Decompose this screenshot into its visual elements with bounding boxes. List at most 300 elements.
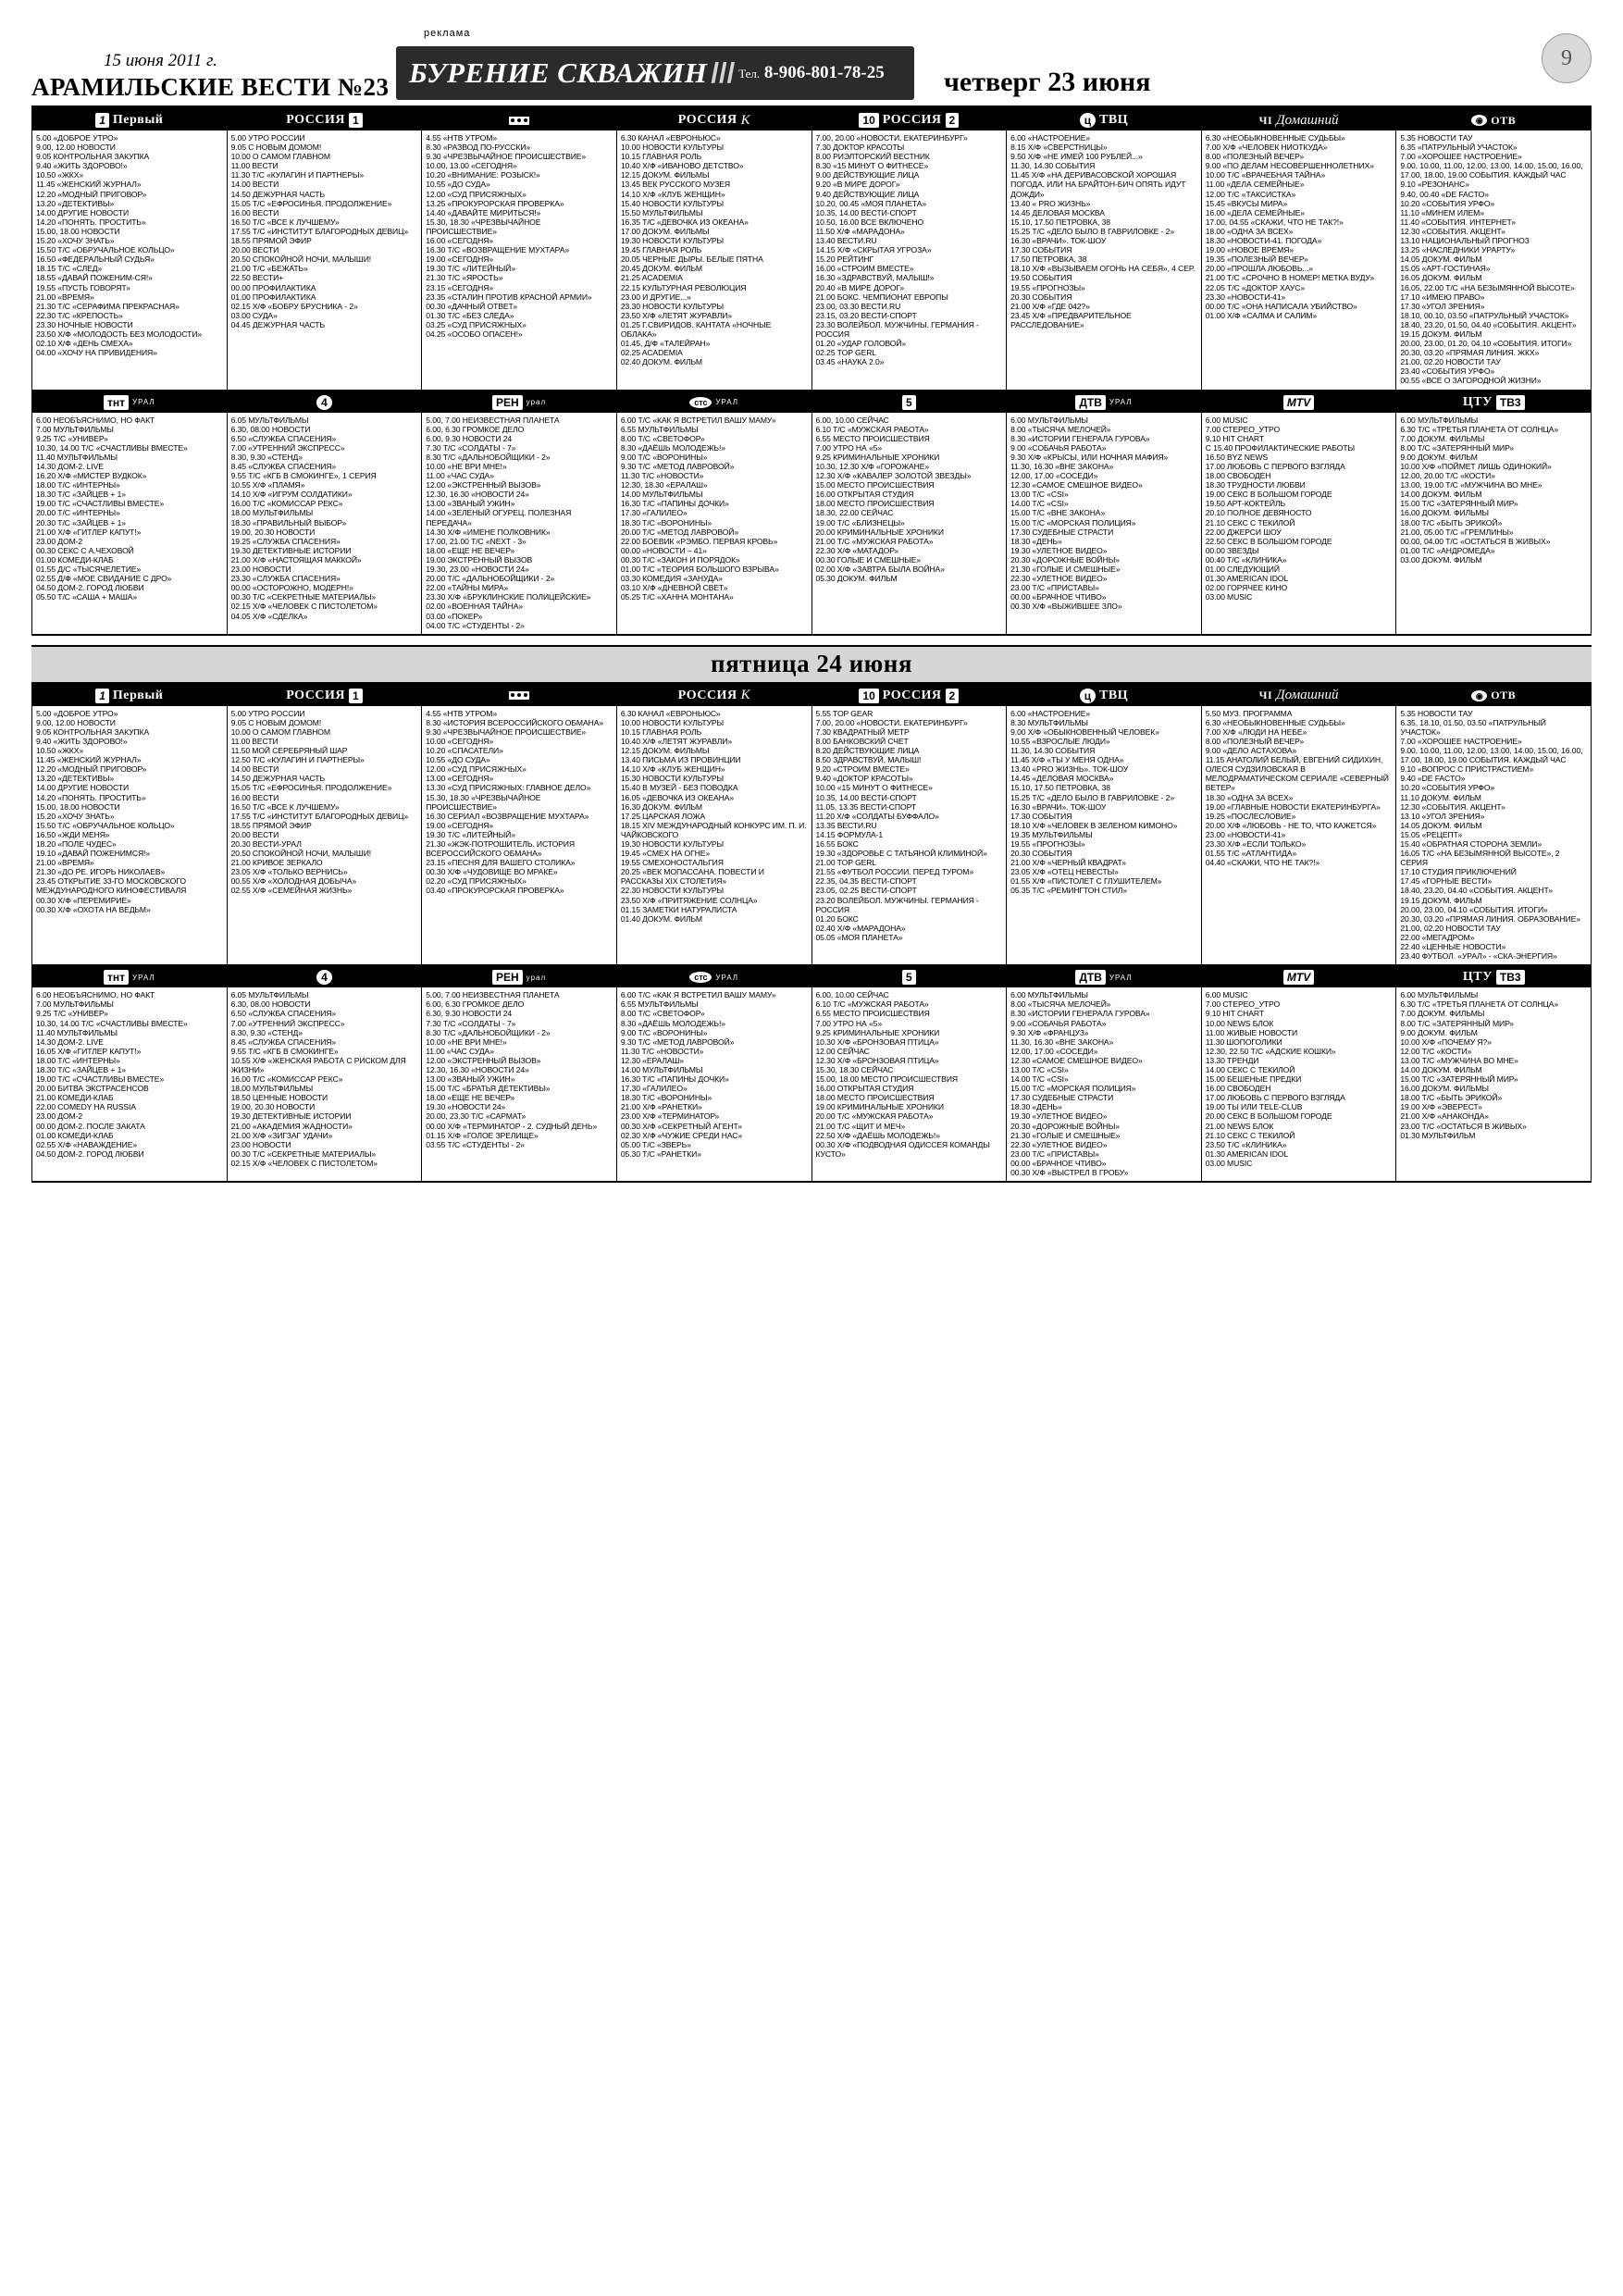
program-entry: 04.05 Х/Ф «СДЕЛКА» — [230, 611, 308, 621]
program-entry: 13.20 «ДЕТЕКТИВЫ» — [36, 198, 115, 208]
program-entry: 00.30 Т/С «СЕКРЕТНЫЕ МАТЕРИАЛЫ» — [230, 592, 377, 602]
program-entry: 21.00, 02.20 НОВОСТИ ТАУ — [1400, 923, 1501, 933]
program-entry: 13.25 «НАСЛЕДНИКИ УРАРТУ» — [1400, 245, 1516, 255]
program-entry: 6.30, 08.00 НОВОСТИ — [230, 999, 311, 1010]
program-entry: 10.55 «ДО СУДА» — [426, 755, 490, 765]
channel-header — [228, 392, 422, 413]
program-entry: 9.30 Х/Ф «ФРАНЦУЗ» — [1010, 1027, 1089, 1037]
program-entry: 5.00 «ДОБРОЕ УТРО» — [36, 708, 118, 718]
program-entry: 9.00 Х/Ф «ОБЫКНОВЕННЫЙ ЧЕЛОВЕК» — [1010, 726, 1159, 737]
program-entry: 10.00 Х/Ф «ПОЧЕМУ Я?» — [1400, 1036, 1492, 1047]
program-entry: 11.00 ВЕСТИ — [230, 161, 279, 171]
channel-logo — [1080, 113, 1128, 128]
program-entry: 21.00 КРИВОЕ ЗЕРКАЛО — [230, 858, 323, 868]
program-entry: 19.55 «ПРОГНОЗЫ» — [1010, 839, 1085, 849]
program-entry: 15.50 Т/С «ОБРУЧАЛЬНОЕ КОЛЬЦО» — [36, 245, 175, 255]
program-entry: 00.55 Х/Ф «ХОЛОДНАЯ ДОБЫЧА» — [230, 876, 357, 887]
channel-logo-name: ЧІ — [1258, 113, 1273, 127]
sts-logo-icon: стс — [689, 972, 712, 983]
program-entry: 04.50 ДОМ-2. ГОРОД ЛЮБВИ — [36, 1148, 144, 1159]
program-entry: 9.10 «РЕЗОНАНС» — [1400, 180, 1469, 190]
program-entry: 02.55 Х/Ф «НАВАЖДЕНИЕ» — [36, 1139, 138, 1149]
program-entry: 11.15 АНАТОЛИЙ БЕЛЫЙ, ЕВГЕНИЙ СИДИХИН, ОЛЕСЯ СУДЗИЛОВСКАЯ В МЕЛОДРАМАТИЧЕСКОМ СЕРИАЛЕ «СЕВЕРНЫЙ ВЕТЕР» — [1205, 755, 1389, 793]
program-entry: 15.25 Т/С «ДЕЛО БЫЛО В ГАВРИЛОВКЕ - 2» — [1010, 792, 1175, 802]
program-listing — [1010, 709, 1197, 896]
program-entry: 12.00 «СУД ПРИСЯЖНЫХ» — [426, 189, 527, 199]
channel-logo-mark: РЕН — [492, 970, 523, 985]
program-entry: 18.50 ЦЕННЫЕ НОВОСТИ — [230, 1093, 328, 1103]
program-entry: 18.10 Х/Ф «ЧЕЛОВЕК В ЗЕЛЕНОМ КИМОНО» — [1010, 820, 1178, 830]
program-entry: 10.50 «ЖКХ» — [36, 170, 84, 180]
program-listing — [816, 990, 1003, 1159]
program-entry: 17.30 СОБЫТИЯ — [1010, 245, 1072, 255]
program-listing — [1010, 416, 1197, 612]
program-entry: 16.50 Т/С «ВСЕ К ЛУЧШЕМУ» — [230, 217, 340, 227]
program-entry: 19.30 Т/С «ЛИТЕЙНЫЙ» — [426, 264, 515, 274]
program-entry: 16.30 «ЗДРАВСТВУЙ, МАЛЫШ!» — [815, 273, 935, 283]
program-entry: 18.40, 23.20, 04.40 «СОБЫТИЯ. АКЦЕНТ» — [1400, 886, 1553, 896]
program-entry: 17.00 ДОКУМ. ФИЛЬМЫ — [620, 226, 710, 236]
program-listing — [426, 990, 613, 1149]
program-entry: 15.00 Т/С «БРАТЬЯ ДЕТЕКТИВЫ» — [426, 1084, 551, 1094]
program-entry: 22.30 НОВОСТИ КУЛЬТУРЫ — [620, 886, 725, 896]
program-entry: 01.00 КОМЕДИ-КЛАБ — [36, 554, 114, 565]
program-entry: 21.00 БОКС. ЧЕМПИОНАТ ЕВРОПЫ — [815, 292, 948, 302]
program-entry: 15.30, 18.30 «ЧРЕЗВЫЧАЙНОЕ ПРОИСШЕСТВИЕ» — [426, 792, 541, 812]
channel-column-рен-урал — [422, 967, 617, 1183]
program-listing — [1206, 709, 1393, 868]
program-entry: 14.00 ДРУГИЕ НОВОСТИ — [36, 207, 130, 217]
program-entry: 19.35 «ПОЛЕЗНЫЙ ВЕЧЕР» — [1205, 254, 1308, 265]
program-entry: 23.00 И ДРУГИЕ...» — [620, 292, 691, 302]
program-entry: 20.10 ПОЛНОЕ ДЕВЯНОСТО — [1205, 508, 1312, 518]
program-entry: 02.15 Х/Ф «ЧЕЛОВЕК С ПИСТОЛЕТОМ» — [230, 1158, 378, 1168]
channel-column-россия-2 — [812, 110, 1008, 391]
channel-logo-sub: УРАЛ — [131, 398, 155, 407]
program-entry: 10.00 О САМОМ ГЛАВНОМ — [230, 152, 330, 162]
channel-logo-name: РОССИЯ — [677, 688, 737, 702]
program-entry: 17.30 СУДЕБНЫЕ СТРАСТИ — [1010, 1093, 1114, 1103]
program-entry: 03.00 MUSIC — [1205, 592, 1253, 602]
program-entry: 12.15 ДОКУМ. ФИЛЬМЫ — [620, 746, 710, 756]
program-entry: 13.00 Т/С «CSI» — [1010, 490, 1069, 500]
program-entry: 10.20 «ВНИМАНИЕ: РОЗЫСК!» — [426, 170, 540, 180]
program-entry: 12.30 «ЕРАЛАШ» — [620, 1055, 684, 1065]
program-entry: 20.40 «В МИРЕ ДОРОГ» — [815, 282, 905, 292]
thursday-schedule-row-1 — [31, 108, 1592, 391]
program-entry: 16.00 «СЕГОДНЯ» — [426, 236, 494, 246]
program-entry: 15.05 Т/С «ЕФРОСИНЬЯ. ПРОДОЛЖЕНИЕ» — [230, 198, 392, 208]
program-entry: 12.30 «СОБЫТИЯ. АКЦЕНТ» — [1400, 801, 1505, 812]
advertisement-banner[interactable] — [396, 28, 914, 100]
program-entry: 9.05 КОНТРОЛЬНАЯ ЗАКУПКА — [36, 726, 150, 737]
channel-logo-mark: ДТВ — [1075, 395, 1106, 410]
program-entry: 9.05 С НОВЫМ ДОМОМ! — [230, 717, 322, 727]
program-entry: 21.00 Х/Ф «НАСТОЯЩАЯ МАККОЙ» — [230, 554, 362, 565]
program-entry: 15.05 «РЕЦЕПТ» — [1400, 829, 1463, 839]
program-entry: 02.55 Д/Ф «МОЕ СВИДАНИЕ С ДРО» — [36, 574, 172, 584]
issue-date: 15 июня 2011 г. — [104, 51, 217, 70]
program-entry: 18.10, 00.10, 03.50 «ПАТРУЛЬНЫЙ УЧАСТОК» — [1400, 310, 1569, 320]
program-entry: 6.50 «СЛУЖБА СПАСЕНИЯ» — [230, 1009, 337, 1019]
program-entry: 9.40, 00.40 «DE FACTO» — [1400, 189, 1489, 199]
program-entry: 23.00 НОВОСТИ — [230, 565, 291, 575]
program-entry: 20.00, 23.00, 01.20, 04.10 «СОБЫТИЯ. ИТОГИ» — [1400, 339, 1572, 349]
program-entry: 23.30 «НОВОСТИ-41» — [1205, 292, 1286, 302]
program-entry: 13.30 «СУД ПРИСЯЖНЫХ: ГЛАВНОЕ ДЕЛО» — [426, 783, 591, 793]
program-listing — [621, 416, 808, 602]
program-entry: 17.30 «ГАЛИЛЕО» — [620, 1084, 688, 1094]
channel-logo — [492, 395, 546, 410]
program-entry: 19.00 Т/С «СЧАСТЛИВЫ ВМЕСТЕ» — [36, 499, 165, 509]
program-entry: 9.25 Т/С «УНИВЕР» — [36, 1009, 108, 1019]
channel-logo-name: ЦТУ — [1462, 970, 1493, 985]
program-entry: 20.30 Т/С «ЗАЙЦЕВ + 1» — [36, 517, 126, 527]
program-entry: 5.00 УТРО РОССИИ — [230, 133, 305, 143]
program-entry: 6.10 Т/С «МУЖСКАЯ РАБОТА» — [815, 424, 929, 434]
program-entry: 03.00 MUSIC — [1205, 1158, 1253, 1168]
channel-header — [32, 686, 227, 706]
program-entry: 05.50 Т/С «САША + МАША» — [36, 592, 138, 602]
program-entry: 22.40 «ЦЕННЫЕ НОВОСТИ» — [1400, 942, 1506, 952]
program-entry: 6.00 МУЛЬТФИЛЬМЫ — [1010, 990, 1088, 1000]
program-entry: 9.10 «ВОПРОС С ПРИСТРАСТИЕМ» — [1400, 764, 1534, 775]
program-entry: 23.00 Т/С «ПРИСТАВЫ» — [1010, 583, 1099, 593]
program-entry: 9.25 КРИМИНАЛЬНЫЕ ХРОНИКИ — [815, 452, 940, 462]
program-entry: 16.00 «ДЕЛА СЕМЕЙНЫЕ» — [1205, 207, 1305, 217]
program-entry: 21.00, 05.00 Т/С «ГРЕМЛИНЫ» — [1400, 527, 1514, 537]
program-entry: 23.00 «НОВОСТИ-41» — [1205, 829, 1286, 839]
program-entry: 12.00, 17.00 «СОСЕДИ» — [1010, 471, 1098, 481]
program-entry: 9.00, 12.00 НОВОСТИ — [36, 717, 116, 727]
program-entry: 02.55 Х/Ф «СЕМЕЙНАЯ ЖИЗНЬ» — [230, 886, 353, 896]
channel-logo — [1471, 689, 1516, 702]
channel-header — [812, 110, 1007, 130]
channel-logo — [95, 689, 163, 703]
program-entry: 9.30 Х/Ф «КРЫСЫ, ИЛИ НОЧНАЯ МАФИЯ» — [1010, 452, 1169, 462]
program-entry: 16.50 «ФЕДЕРАЛЬНЫЙ СУДЬЯ» — [36, 254, 155, 265]
program-listing — [231, 990, 418, 1168]
program-entry: 00.00 «ОСТОРОЖНО, МОДЕРН!» — [230, 583, 353, 593]
program-entry: 7.30 Т/С «СОЛДАТЫ - 7» — [426, 1018, 516, 1028]
program-entry: 03.30 КОМЕДИЯ «ЗАНУДА» — [620, 574, 723, 584]
program-entry: 23.30 «СЛУЖБА СПАСЕНИЯ» — [230, 574, 341, 584]
channel-logo — [509, 691, 529, 700]
program-entry: 17.00 ЛЮБОВЬ С ПЕРВОГО ВЗГЛЯДА — [1205, 1093, 1345, 1103]
program-entry: 9.05 КОНТРОЛЬНАЯ ЗАКУПКА — [36, 152, 150, 162]
program-entry: 19.45 ГЛАВНАЯ РОЛЬ — [620, 245, 702, 255]
channel-header — [1396, 967, 1591, 987]
channel-logo-name: РОССИЯ — [677, 113, 737, 127]
program-entry: 15.20 РЕЙТИНГ — [815, 254, 874, 265]
program-entry: 14.10 Х/Ф «ИГРУМ СОЛДАТИКИ» — [230, 490, 353, 500]
program-entry: 18.15 Т/С «СЛЕД» — [36, 264, 103, 274]
program-listing — [816, 416, 1003, 584]
program-entry: 23.00 ДОМ-2 — [36, 1111, 83, 1122]
channel-logo — [1283, 970, 1314, 985]
program-entry: 20.00 ВЕСТИ — [230, 245, 279, 255]
program-entry: 19.30 «УЛЕТНОЕ ВИДЕО» — [1010, 1111, 1108, 1122]
program-entry: 6.00 МУЛЬТФИЛЬМЫ — [1400, 990, 1479, 1000]
program-entry: 05.00 Т/С «ЗВЕРЬ» — [620, 1139, 691, 1149]
program-entry: 14.00 ДОКУМ. ФИЛЬМ — [1400, 490, 1482, 500]
program-entry: 19.00 «СЕГОДНЯ» — [426, 254, 494, 265]
program-entry: 23.40 ФУТБОЛ. «УРАЛ» - «СКА-ЭНЕРГИЯ» — [1400, 951, 1557, 962]
program-entry: 02.15 Х/Ф «ЧЕЛОВЕК С ПИСТОЛЕТОМ» — [230, 602, 378, 612]
channel-header — [228, 686, 422, 706]
program-entry: 21.00 Х/Ф «АНАКОНДА» — [1400, 1111, 1489, 1122]
program-entry: 22.00 ДЖЕРСИ ШОУ — [1205, 527, 1282, 537]
program-entry: 20.30 СОБЫТИЯ — [1010, 849, 1072, 859]
program-entry: 23.15 «СЕГОДНЯ» — [426, 282, 494, 292]
channel-column-дтв-урал — [1007, 392, 1202, 636]
channel-header — [1202, 686, 1396, 706]
program-entry: 19.00 ЭКСТРЕННЫЙ ВЫЗОВ — [426, 554, 533, 565]
program-entry: 11.30 ШОПОГОЛИКИ — [1205, 1036, 1282, 1047]
program-entry: 19.30 НОВОСТИ КУЛЬТУРЫ — [620, 839, 725, 849]
program-entry: 21.00 Х/Ф «РАНЕТКИ» — [620, 1102, 702, 1112]
channel-logo-mark: ТВ3 — [1496, 395, 1525, 410]
program-entry: 11.10 ДОКУМ. ФИЛЬМ — [1400, 792, 1481, 802]
program-entry: 8.15 Х/Ф «СВЕРСТНИЦЫ» — [1010, 143, 1108, 153]
program-entry: 01.55 Т/С «АТЛАНТИДА» — [1205, 849, 1297, 859]
program-entry: 12.30, 22.50 Т/С «АДСКИЕ КОШКИ» — [1205, 1046, 1336, 1056]
channel-column-россия-2 — [812, 686, 1008, 967]
channel-column-россия-к — [617, 110, 812, 391]
channel-column-домашний — [1202, 686, 1397, 967]
program-entry: 21.30 Т/С «СЕРАФИМА ПРЕКРАСНАЯ» — [36, 301, 180, 311]
program-entry: 11.20 Х/Ф «СОЛДАТЫ БУФФАЛО» — [815, 811, 939, 821]
program-entry: 05.30 ДОКУМ. ФИЛЬМ — [815, 574, 898, 584]
ad-label: реклама — [424, 28, 471, 39]
program-entry: 11.45 «ЖЕНСКИЙ ЖУРНАЛ» — [36, 755, 142, 765]
channel-logo-mark: 2 — [946, 689, 960, 703]
channel-column-цту — [1396, 967, 1592, 1183]
program-entry: 20.30, 03.20 «ПРЯМАЯ ЛИНИЯ. ОБРАЗОВАНИЕ» — [1400, 913, 1580, 924]
program-listing — [1400, 416, 1587, 565]
program-entry: 21.00 «АКАДЕМИЯ ЖАДНОСТИ» — [230, 1121, 353, 1131]
program-entry: 6.00, 10.00 СЕЙЧАС — [815, 990, 889, 1000]
program-entry: 19.00 «СЕГОДНЯ» — [426, 820, 494, 830]
program-entry: 11.30, 14.30 СОБЫТИЯ — [1010, 161, 1096, 171]
program-entry: 17.30 «ГАЛИЛЕО» — [620, 508, 688, 518]
program-entry: 21.25 ACADEMIA — [620, 273, 683, 283]
program-entry: 6.00, 6.30 ГРОМКОЕ ДЕЛО — [426, 999, 525, 1010]
friday-schedule-row-1 — [31, 684, 1592, 967]
ntv-logo-icon — [509, 117, 529, 125]
program-entry: 12.00 Т/С «КОСТИ» — [1400, 1046, 1472, 1056]
program-listing — [1206, 990, 1393, 1168]
program-entry: 9.05 С НОВЫМ ДОМОМ! — [230, 143, 322, 153]
program-entry: 15.30, 18.30 «ЧРЕЗВЫЧАЙНОЕ ПРОИСШЕСТВИЕ» — [426, 217, 541, 236]
channel-column-стс-урал — [617, 392, 812, 636]
program-entry: 19.15 ДОКУМ. ФИЛЬМ — [1400, 895, 1482, 905]
masthead-left — [31, 51, 390, 102]
program-entry: 18.00 МЕСТО ПРОИСШЕСТВИЯ — [815, 1093, 935, 1103]
program-listing — [1206, 133, 1393, 320]
program-entry: 17.00, 04.55 «СКАЖИ, ЧТО НЕ ТАК?!» — [1205, 217, 1344, 227]
program-entry: 9.20 «В МИРЕ ДОРОГ» — [815, 180, 900, 190]
program-entry: 21.55 «ФУТБОЛ РОССИИ. ПЕРЕД ТУРОМ» — [815, 867, 974, 877]
program-entry: 18.30 «ДЕНЬ» — [1010, 1102, 1062, 1112]
program-entry: 14.05 ДОКУМ. ФИЛЬМ — [1400, 254, 1482, 265]
program-entry: 10.00 О САМОМ ГЛАВНОМ — [230, 726, 330, 737]
program-entry: 14.45 «ДЕЛОВАЯ МОСКВА» — [1010, 774, 1114, 784]
ad-phone — [738, 63, 885, 83]
program-entry: 12.30 Х/Ф «КАВАЛЕР ЗОЛОТОЙ ЗВЕЗДЫ» — [815, 471, 972, 481]
program-entry: 19.00 Т/С «БЛИЗНЕЦЫ» — [815, 517, 905, 527]
program-entry: 03.25 «СУД ПРИСЯЖНЫХ» — [426, 319, 527, 329]
program-entry: 02.40 Х/Ф «МАРАДОНА» — [815, 923, 906, 933]
program-entry: 18.30 Т/С «ВОРОНИНЫ» — [620, 1093, 712, 1103]
channel-logo-sub: урал — [526, 973, 547, 982]
program-entry: 23.30 Х/Ф «БРУКЛИНСКИЕ ПОЛИЦЕЙСКИЕ» — [426, 592, 591, 602]
program-entry: 9.00 «ДЕЛО АСТАХОВА» — [1205, 746, 1297, 756]
program-entry: 7.00 СТЕРЕО_УТРО — [1205, 424, 1281, 434]
program-entry: 15.40 НОВОСТИ КУЛЬТУРЫ — [620, 198, 725, 208]
program-entry: 15.00 Т/С «ВНЕ ЗАКОНА» — [1010, 508, 1106, 518]
program-entry: 04.40 «СКАЖИ, ЧТО НЕ ТАК?!» — [1205, 858, 1320, 868]
program-entry: 18.55 «ДАВАЙ ПОЖЕНИМ-СЯ!» — [36, 273, 153, 283]
program-entry: 10.30, 14.00 Т/С «СЧАСТЛИВЫ ВМЕСТЕ» — [36, 1018, 188, 1028]
program-entry: 21.30 «ДО РЕ. ИГОРЬ НИКОЛАЕВ» — [36, 867, 166, 877]
channel-header — [1396, 110, 1591, 130]
day-title-thursday: четверг 23 июня — [944, 67, 1151, 97]
program-entry: 6.55 МУЛЬТФИЛЬМЫ — [620, 999, 699, 1010]
program-entry: 6.30 Т/С «ТРЕТЬЯ ПЛАНЕТА ОТ СОЛНЦА» — [1400, 999, 1559, 1010]
program-entry: 16.30 «ВРАЧИ». ТОК-ШОУ — [1010, 236, 1107, 246]
channel-column-5-канал — [812, 967, 1008, 1183]
program-entry: 17.00, 21.00 Т/С «NEXT - 3» — [426, 536, 527, 546]
program-entry: 15.40 В МУЗЕЙ - БЕЗ ПОВОДКА — [620, 783, 738, 793]
program-entry: 16.30 Т/С «ПАПИНЫ ДОЧКИ» — [620, 1074, 729, 1085]
program-entry: 6.50 «СЛУЖБА СПАСЕНИЯ» — [230, 433, 337, 443]
program-listing — [621, 709, 808, 924]
program-entry: 10.00 Х/Ф «ПОЙМЕТ ЛИШЬ ОДИНОКИЙ» — [1400, 462, 1552, 471]
program-entry: 18.00 «ОДНА ЗА ВСЕХ» — [1205, 226, 1294, 236]
program-entry: 13.00 «СЕГОДНЯ» — [426, 774, 494, 784]
program-listing — [1400, 990, 1587, 1140]
program-entry: 19.00 «ГЛАВНЫЕ НОВОСТИ ЕКАТЕРИНБУРГА» — [1205, 801, 1381, 812]
program-entry: 03.00 «ПОКЕР» — [426, 611, 483, 621]
channel-logo — [1075, 970, 1132, 985]
program-entry: 23.00 Х/Ф «ТЕРМИНАТОР» — [620, 1111, 720, 1122]
sts-logo-icon: стс — [689, 397, 712, 408]
channel-logo — [689, 397, 738, 408]
program-entry: 10.00 NEWS БЛОК — [1205, 1018, 1274, 1028]
program-entry: 6.00 MUSIC — [1205, 415, 1248, 425]
program-entry: 5.50 МУЗ. ПРОГРАММА — [1205, 708, 1293, 718]
program-entry: 18.00 СВОБОДЕН — [1205, 471, 1271, 481]
program-entry: 00.30 СЕКС С А.ЧЕХОВОЙ — [36, 545, 134, 555]
program-entry: 15.50 МУЛЬТФИЛЬМЫ — [620, 207, 703, 217]
program-entry: 00.00 ПРОФИЛАКТИКА — [230, 282, 316, 292]
program-entry: 14.50 ДЕЖУРНАЯ ЧАСТЬ — [230, 774, 325, 784]
program-entry: 13.25 «ПРОКУРОРСКАЯ ПРОВЕРКА» — [426, 198, 564, 208]
program-entry: 13.40 ПИСЬМА ИЗ ПРОВИНЦИИ — [620, 755, 741, 765]
program-entry: 6.30, 9.30 НОВОСТИ 24 — [426, 1009, 513, 1019]
program-entry: 19.00 Т/С «СЧАСТЛИВЫ ВМЕСТЕ» — [36, 1074, 165, 1085]
program-entry: 01.30 МУЛЬТФИЛЬМ — [1400, 1130, 1476, 1140]
program-entry: 00.00 ДОМ-2. ПОСЛЕ ЗАКАТА — [36, 1121, 145, 1131]
program-entry: 13.45 ВЕК РУССКОГО МУЗЕЯ — [620, 180, 731, 190]
program-entry: 18.30 Т/С «ЗАЙЦЕВ + 1» — [36, 1064, 126, 1074]
program-entry: 7.00 «ХОРОШЕЕ НАСТРОЕНИЕ» — [1400, 736, 1522, 746]
program-entry: 22.00 COMEDY НА RUSSIA — [36, 1102, 136, 1112]
program-entry: 00.30 Х/Ф «ЧУДОВИЩЕ ВО МРАКЕ» — [426, 867, 558, 877]
program-entry: 9.55 Т/С «КГБ В СМОКИНГЕ», 1 СЕРИЯ — [230, 471, 377, 481]
channel-logo — [678, 113, 750, 129]
program-entry: 21.00 Х/Ф «ГДЕ 042?» — [1010, 301, 1090, 311]
program-entry: 17.30 «УГОЛ ЗРЕНИЯ» — [1400, 301, 1485, 311]
program-entry: 11.00 ВЕСТИ — [230, 736, 279, 746]
channel-header — [1202, 967, 1396, 987]
channel-logo-name: ЦТУ — [1462, 394, 1493, 409]
program-entry: 18.30 «НОВОСТИ-41. ПОГОДА» — [1205, 236, 1322, 246]
program-entry: 22.05 Т/С «ДОКТОР ХАУС» — [1205, 282, 1306, 292]
channel-logo-mark: 1 — [95, 689, 109, 703]
program-entry: 17.10 «ИМЕЮ ПРАВО» — [1400, 292, 1485, 302]
channel-logo — [1259, 688, 1339, 703]
channel-logo-mark: 5 — [902, 395, 916, 410]
program-entry: 9.00 ДОКУМ. ФИЛЬМ — [1400, 1027, 1478, 1037]
program-entry: 21.00 «ВРЕМЯ» — [36, 858, 94, 868]
channel-logo — [492, 970, 546, 985]
program-entry: 7.30 Т/С «СОЛДАТЫ - 7» — [426, 442, 516, 453]
program-entry: 9.00, 12.00 НОВОСТИ — [36, 143, 116, 153]
program-entry: 20.00 СЕКС В БОЛЬШОМ ГОРОДЕ — [1205, 1111, 1332, 1122]
ntv-logo-icon — [509, 691, 529, 700]
program-entry: С 15.40 ПРОФИЛАКТИЧЕСКИЕ РАБОТЫ — [1205, 442, 1355, 453]
program-entry: 00.00, 04.00 Т/С «ОСТАТЬСЯ В ЖИВЫХ» — [1400, 536, 1551, 546]
program-entry: 7.00 МУЛЬТФИЛЬМЫ — [36, 424, 114, 434]
program-entry: 02.25 ACADEMIA — [620, 348, 683, 358]
program-entry: 01.15 Х/Ф «ГОЛОЕ ЗРЕЛИЩЕ» — [426, 1130, 539, 1140]
program-entry: 23.05 Х/Ф «ТОЛЬКО ВЕРНИСЬ» — [230, 867, 348, 877]
program-entry: 01.40 ДОКУМ. ФИЛЬМ — [620, 913, 702, 924]
program-listing — [816, 133, 1003, 366]
program-entry: 20.00, 23.30 Т/С «САРМАТ» — [426, 1111, 527, 1122]
program-entry: 19.00 КРИМИНАЛЬНЫЕ ХРОНИКИ — [815, 1102, 944, 1112]
program-entry: 12.00 «ЭКСТРЕННЫЙ ВЫЗОВ» — [426, 1055, 541, 1065]
channel-logo — [286, 689, 362, 703]
program-entry: 20.00 БИТВА ЭКСТРАСЕНСОВ — [36, 1084, 149, 1094]
program-entry: 14.00 МУЛЬТФИЛЬМЫ — [620, 1064, 703, 1074]
program-entry: 15.30, 18.30 СЕЙЧАС — [815, 1064, 894, 1074]
program-entry: 8.00 «ТЫСЯЧА МЕЛОЧЕЙ» — [1010, 999, 1111, 1010]
program-entry: 19.30 «НОВОСТИ 24» — [426, 1102, 506, 1112]
program-entry: 7.00, 20.00 «НОВОСТИ. ЕКАТЕРИНБУРГ» — [815, 717, 968, 727]
program-entry: 11.00 «ДЕЛА СЕМЕЙНЫЕ» — [1205, 180, 1305, 190]
channel-logo-mark: MTV — [1283, 395, 1314, 410]
program-entry: 12.00, 17.00 «СОСЕДИ» — [1010, 1046, 1098, 1056]
program-entry: 10.30, 12.30 Х/Ф «ГОРОЖАНЕ» — [815, 462, 930, 471]
program-entry: 10.35, 14.00 ВЕСТИ-СПОРТ — [815, 792, 917, 802]
program-entry: 14.00 ДРУГИЕ НОВОСТИ — [36, 783, 130, 793]
program-entry: 5.55 TOP GEAR — [815, 708, 873, 718]
program-listing — [621, 990, 808, 1159]
channel-header — [422, 967, 616, 987]
program-entry: 14.00 Т/С «CSI» — [1010, 499, 1069, 509]
program-entry: 11.30, 16.30 «ВНЕ ЗАКОНА» — [1010, 462, 1114, 471]
program-entry: 11.30 Т/С «НОВОСТИ» — [620, 1046, 704, 1056]
page-number: 9 — [1542, 33, 1592, 83]
program-entry: 7.30 ДОКТОР КРАСОТЫ — [815, 143, 905, 153]
program-entry: 19.50 АРТ-КОКТЕЙЛЬ — [1205, 499, 1286, 509]
channel-logo-mark: 4 — [316, 395, 332, 410]
program-entry: 11.10 «МИНЕМ ИЛЕМ» — [1400, 207, 1484, 217]
program-entry: 00.00 ЗВЕЗДЫ — [1205, 545, 1259, 555]
